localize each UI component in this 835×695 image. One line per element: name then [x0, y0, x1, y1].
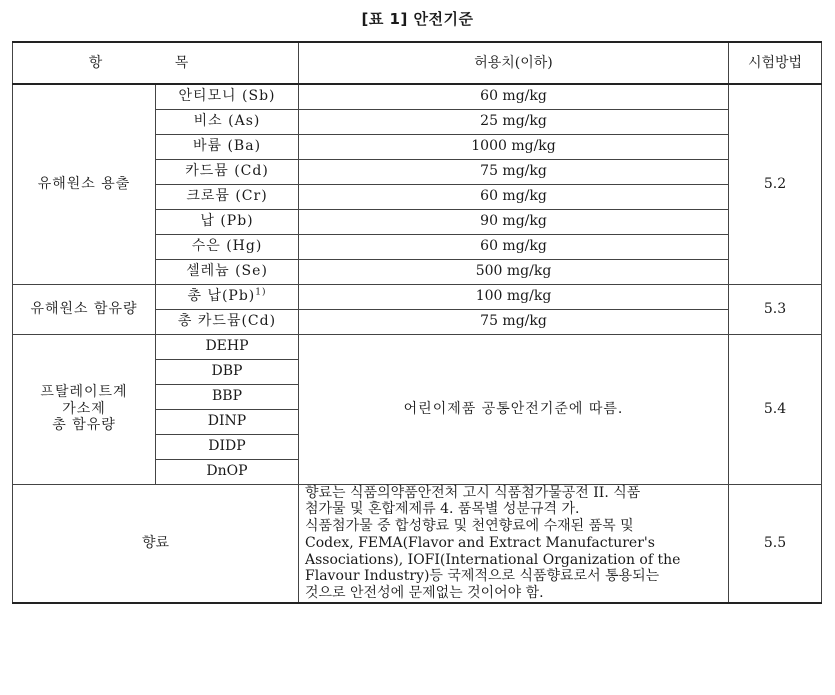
element-cell: 비소 (As) — [156, 109, 299, 134]
method-cell: 5.4 — [729, 334, 822, 484]
element-cell: 납 (Pb) — [156, 209, 299, 234]
phthalate-item: DnOP — [156, 459, 299, 484]
category-phthalate: 프탈레이트계 가소제 총 함유량 — [13, 334, 156, 484]
header-row — [13, 42, 822, 84]
element-cell: 바륨 (Ba) — [156, 134, 299, 159]
limit-cell: 60 mg/kg — [299, 234, 729, 259]
category-fragrance: 향료 — [13, 484, 299, 603]
limit-cell: 500 mg/kg — [299, 259, 729, 284]
header-limit: 허용치(이하) — [299, 42, 729, 84]
element-cell: 카드뮴 (Cd) — [156, 159, 299, 184]
fragrance-description: 향료는 식품의약품안전처 고시 식품첨가물공전 II. 식품 첨가물 및 혼합제제류 4. 품목별 성분규격 가. 식품첨가물 중 합성향료 및 천연향료에 수재된 품목 및 Codex, FEMA(Flavor and Extract Manufacturer's Associations), IOFI(International Organization of the Flavour Industry)등 국제적으로 식품향료로서 통용되는 것으로 안전성에 문제없는 것이어야 함. — [299, 484, 729, 603]
element-cell: 셀레늄 (Se) — [156, 259, 299, 284]
table-row — [13, 84, 822, 109]
limit-cell: 60 mg/kg — [299, 184, 729, 209]
safety-standards-table — [12, 41, 822, 604]
element-cell: 크로뮴 (Cr) — [156, 184, 299, 209]
method-cell: 5.2 — [729, 84, 822, 284]
limit-cell: 90 mg/kg — [299, 209, 729, 234]
table-row — [13, 334, 822, 359]
limit-cell: 75 mg/kg — [299, 159, 729, 184]
phthalate-item: DEHP — [156, 334, 299, 359]
limit-cell: 25 mg/kg — [299, 109, 729, 134]
phthalate-item: DBP — [156, 359, 299, 384]
phthalate-item: BBP — [156, 384, 299, 409]
table-title: [표 1] 안전기준 — [361, 10, 474, 28]
element-cell: 총 납$(Pb)^{1)}$ — [156, 284, 299, 309]
method-cell: 5.3 — [729, 284, 822, 334]
footnote-marker: 1) — [255, 287, 267, 298]
limit-cell: 1000 mg/kg — [299, 134, 729, 159]
header-item: 항 목 — [13, 42, 299, 84]
element-cell: 총 카드뮴(Cd) — [156, 309, 299, 334]
phthalate-limit: 어린이제품 공통안전기준에 따름. — [299, 334, 729, 484]
table-row — [13, 284, 822, 309]
category-migration: 유해원소 용출 — [13, 84, 156, 284]
category-content: 유해원소 함유량 — [13, 284, 156, 334]
phthalate-item: DIDP — [156, 434, 299, 459]
limit-cell: 75 mg/kg — [299, 309, 729, 334]
table-row — [13, 484, 822, 603]
element-cell: 안티모니 (Sb) — [156, 84, 299, 109]
element-cell: 수은 (Hg) — [156, 234, 299, 259]
limit-cell: 100 mg/kg — [299, 284, 729, 309]
phthalate-item: DINP — [156, 409, 299, 434]
header-method: 시험방법 — [729, 42, 822, 84]
method-cell: 5.5 — [729, 484, 822, 603]
limit-cell: 60 mg/kg — [299, 84, 729, 109]
